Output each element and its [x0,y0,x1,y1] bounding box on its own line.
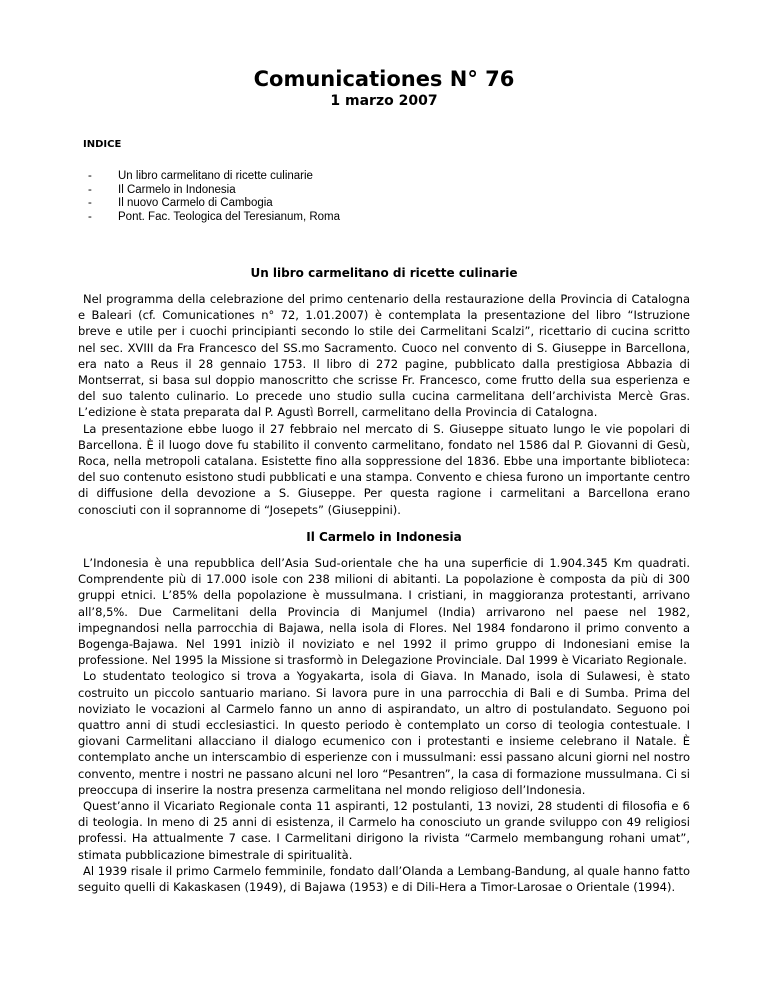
index-heading: INDICE [83,139,122,150]
index-bullet: - [88,183,92,196]
index-list [88,170,340,224]
paragraph: Quest’anno il Vicariato Regionale conta 11 aspiranti, 12 postulanti, 13 novizi, 28 studenti di filosofia e 6 di teologia. In meno di 25 anni di esistenza, il Carmelo ha conosciuto un grande sviluppo con 49 religiosi professi. Ha attualmente 7 case. I Carmelitani dirigono la rivista “Carmelo membangung rohani umat”, stimata pubblicazione bimestrale di spiritualità. [78,799,690,862]
index-item-label: Il nuovo Carmelo di Cambogia [118,197,273,209]
document-date: 1 marzo 2007 [330,93,438,109]
index-bullet: - [88,170,92,182]
paragraph: Al 1939 risale il primo Carmelo femminile, fondato dall’Olanda a Lembang-Bandung, al quale hanno fatto seguito quelli di Kakaskasen (1949), di Bajawa (1953) e di Dili-Hera a Timor-Larosae o Orientale (1994). [78,863,690,895]
index-item [88,211,340,225]
index-item-label: Il Carmelo in Indonesia [118,183,236,196]
section-body-recipes [78,291,690,518]
section-body-indonesia [78,555,690,895]
section-heading-recipes: Un libro carmelitano di ricette culinarie [250,266,518,280]
index-bullet: - [88,197,92,209]
index-item [88,170,340,184]
index-item [88,197,340,211]
index-item-label: Un libro carmelitano di ricette culinarie [118,170,313,182]
index-bullet: - [88,210,92,223]
section-heading-indonesia: Il Carmelo in Indonesia [306,530,462,544]
paragraph: L’Indonesia è una repubblica dell’Asia Sud-orientale che ha una superficie di 1.904.345 Km quadrati. Comprendente più di 17.000 isole con 238 milioni di abitanti. La popolazione è composta da più di 300 gruppi etnici. L’85% della popolazione è mussulmana. I cristiani, in maggioranza protestanti, arrivano all’8,5%. Due Carmelitani della Provincia di Manjumel (India) arrivarono nel paese nel 1982, impegnandosi nella parrocchia di Bajawa, nella isola di Flores. Nel 1984 fondarono il primo convento a Bogenga-Bajawa. Nel 1991 iniziò il noviziato e nel 1992 il primo gruppo di Indonesiani emise la professione. Nel 1995 la Missione si trasformò in Delegazione Provinciale. Dal 1999 è Vicariato Regionale. [78,556,690,668]
paragraph: Lo studentato teologico si trova a Yogyakarta, isola di Giava. In Manado, isola di Sulawesi, è stato costruito un piccolo santuario mariano. Si lavora pure in una parrocchia di Bali e di Sumba. Prima del noviziato le vocazioni al Carmelo fanno un anno di aspirandato, un altro di postulandato. Seguono poi quattro anni di studi ecclesiastici. In questo periodo è contemplato un corso di teologia contestuale. I giovani Carmelitani allacciano il dialogo ecumenico con i protestanti e insieme celebrano il Natale. È contemplato anche un interscambio di esperienze con i mussulmani: essi passano alcuni giorni nel nostro convento, mentre i nostri ne passano alcuni nel loro “Pesantren”, la casa di formazione mussulmana. Ci si preoccupa di inserire la nostra presenza carmelitana nel mondo religioso dell’Indonesia. [78,669,690,797]
document-title: Comunicationes N° 76 [253,67,515,91]
paragraph: Nel programma della celebrazione del primo centenario della restaurazione della Provincia di Catalogna e Baleari (cf. Comunicationes n° 72, 1.01.2007) è contemplata la presentazione del libro “Istruzione breve e utile per i cuochi principianti secondo lo stile dei Carmelitani Scalzi”, ricettario di cucina scritto nel sec. XVIII da Fra Francesco del SS.mo Sacramento. Cuoco nel convento di S. Giuseppe in Barcellona, era nato a Reus il 28 gennaio 1753. Il libro di 272 pagine, pubblicato dalla prestigiosa Abbazia di Montserrat, si basa sul doppio manoscritto che scrisse Fr. Francesco, come frutto della sua esperienza e del suo talento culinario. Lo precede uno studio sulla cucina carmelitana dell’archivista Mercè Gras. L’edizione è stata preparata dal P. Agustì Borrell, carmelitano della Provincia di Catalogna. [78,292,690,420]
index-item [88,184,340,198]
paragraph: La presentazione ebbe luogo il 27 febbraio nel mercato di S. Giuseppe situato lungo le vie popolari di Barcellona. È il luogo dove fu stabilito il convento carmelitano, fondato nel 1586 dal P. Giovanni di Gesù, Roca, nella metropoli catalana. Esistette fino alla soppressione del 1836. Ebbe una importante biblioteca: del suo contenuto esistono studi pubblicati e una stampa. Convento e chiesa furono un importante centro di diffusione della devozione a S. Giuseppe. Per questa ragione i carmelitani a Barcellona erano conosciuti con il soprannome di “Josepets” (Giuseppini). [78,421,690,517]
index-item-label: Pont. Fac. Teologica del Teresianum, Roma [118,210,341,223]
